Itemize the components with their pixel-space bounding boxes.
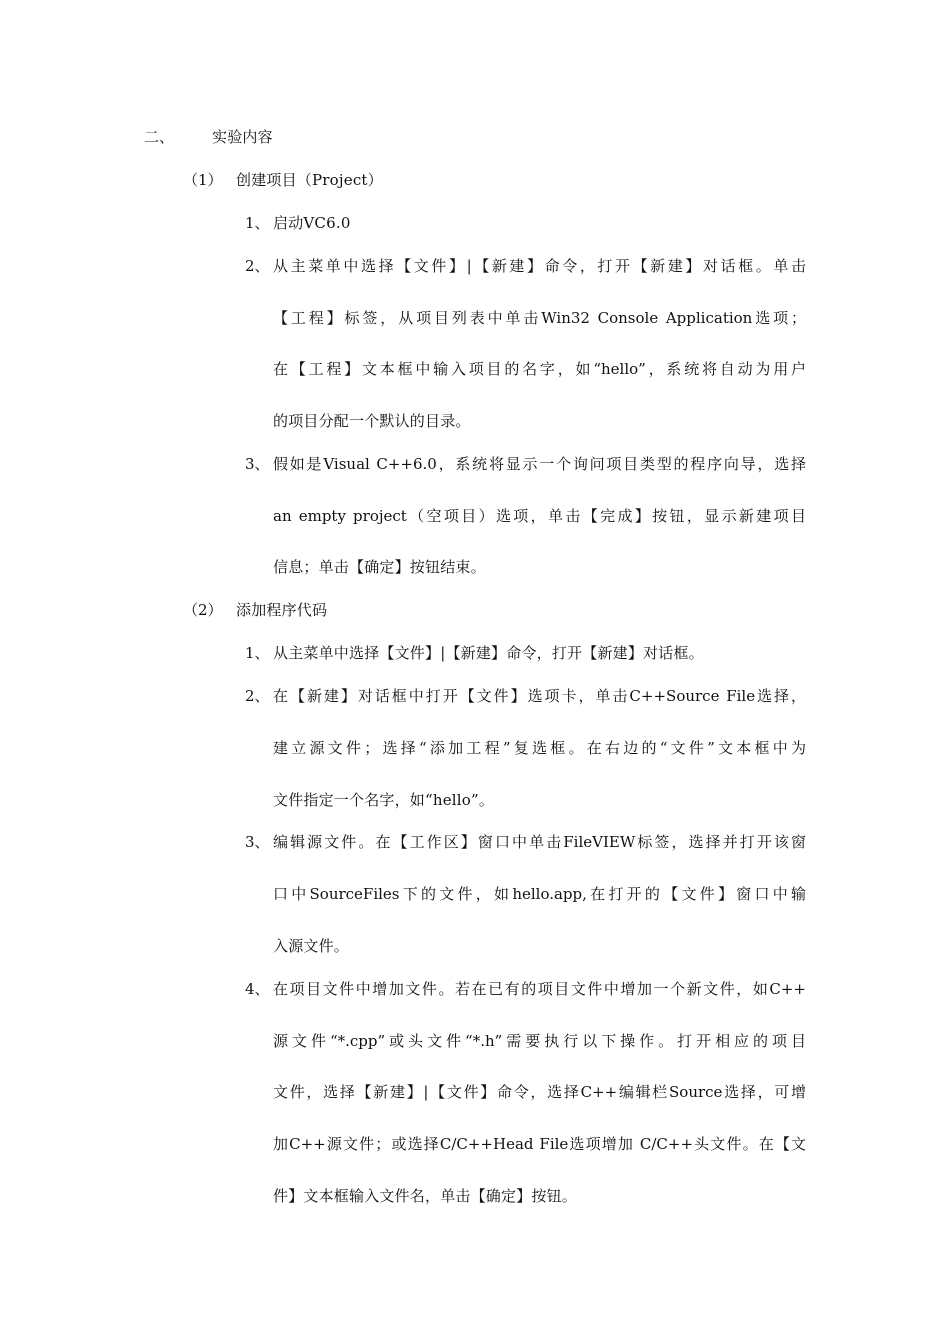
item-line: 启动VC6.0 <box>273 214 351 232</box>
item-number: 3、 <box>245 455 270 473</box>
item-line: 加C++源文件；或选择C/C++Head File选项增加 C/C++头文件。在【文 <box>273 1135 806 1153</box>
item-line: an empty project（空项目）选项，单击【完成】按钮，显示新建项目 <box>273 507 806 525</box>
item-number: 4、 <box>245 980 270 998</box>
item-line: 从主菜单中选择【文件】|【新建】命令，打开【新建】对话框。单击 <box>273 257 806 275</box>
item-line: 入源文件。 <box>273 937 350 955</box>
section-title: 实验内容 <box>212 128 273 146</box>
subsection-title: 添加程序代码 <box>236 601 328 619</box>
item-line: 从主菜单中选择【文件】|【新建】命令，打开【新建】对话框。 <box>273 644 704 662</box>
item-line: 文件，选择【新建】|【文件】命令，选择C++编辑栏Source选择，可增 <box>273 1083 806 1101</box>
item-line: 编辑源文件。在【工作区】窗口中单击FileVIEW标签，选择并打开该窗 <box>273 833 806 851</box>
item-number: 3、 <box>245 833 270 851</box>
item-line: 文件指定一个名字，如“hello”。 <box>273 791 495 809</box>
item-line: 在【工程】文本框中输入项目的名字，如“hello”，系统将自动为用户 <box>273 360 806 378</box>
item-number: 1、 <box>245 214 270 232</box>
subsection-title: 创建项目（Project） <box>236 171 383 189</box>
subsection-number: （1） <box>183 171 223 189</box>
item-line: 建立源文件；选择“添加工程”复选框。在右边的“文件”文本框中为 <box>273 739 806 757</box>
subsection-number: （2） <box>183 601 223 619</box>
item-number: 2、 <box>245 257 270 275</box>
item-number: 2、 <box>245 687 270 705</box>
item-line: 的项目分配一个默认的目录。 <box>273 412 471 430</box>
item-line: 信息；单击【确定】按钮结束。 <box>273 558 486 576</box>
item-line: 件】文本框输入文件名，单击【确定】按钮。 <box>273 1187 578 1205</box>
item-line: 【工程】标签，从项目列表中单击Win32 Console Application选项； <box>273 309 806 327</box>
item-line: 假如是Visual C++6.0，系统将显示一个询问项目类型的程序向导，选择 <box>273 455 806 473</box>
section-number: 二、 <box>144 128 175 146</box>
item-line: 源文件“*.cpp”或头文件“*.h”需要执行以下操作。打开相应的项目 <box>273 1032 806 1050</box>
item-line: 在项目文件中增加文件。若在已有的项目文件中增加一个新文件，如C++ <box>273 980 806 998</box>
item-line: 口中SourceFiles下的文件，如hello.app,在打开的【文件】窗口中输 <box>273 885 806 903</box>
item-line: 在【新建】对话框中打开【文件】选项卡，单击C++Source File选择， <box>273 687 806 705</box>
item-number: 1、 <box>245 644 270 662</box>
